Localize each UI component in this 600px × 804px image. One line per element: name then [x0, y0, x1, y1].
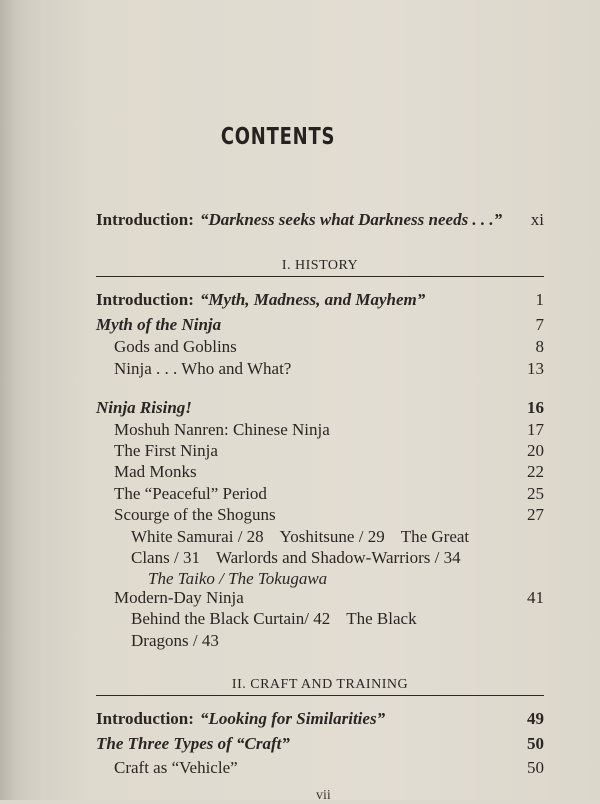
entry-title: The “Peaceful” Period — [114, 484, 267, 503]
book-gutter — [0, 0, 46, 800]
entry-page: 25 — [527, 484, 544, 503]
entry-page: 17 — [527, 420, 544, 439]
subentry: The Great — [400, 527, 470, 546]
entry-title: Scourge of the Shoguns — [114, 505, 276, 524]
entry-title: Ninja . . . Who and What? — [114, 359, 292, 378]
toc-entry — [114, 357, 544, 381]
subentry: Clans / 31 — [131, 548, 200, 567]
section-rule — [96, 276, 544, 277]
entry-page: 50 — [527, 734, 544, 753]
toc-entry — [114, 335, 544, 359]
toc-subline — [131, 607, 544, 631]
toc-entry — [96, 288, 544, 312]
subentry: The Black — [346, 609, 417, 628]
section-heading: I. HISTORY — [281, 258, 359, 273]
entry-page: 8 — [535, 337, 544, 356]
toc-subline — [131, 629, 544, 653]
section-heading: II. CRAFT AND TRAINING — [231, 677, 409, 692]
entry-title: “Darkness seeks what Darkness needs . . .” — [199, 210, 503, 229]
entry-page: 7 — [535, 315, 544, 334]
entry-title: Moshuh Nanren: Chinese Ninja — [114, 420, 330, 439]
toc-entry — [114, 503, 544, 527]
entry-title: Gods and Goblins — [114, 337, 237, 356]
toc-entry — [96, 732, 544, 756]
entry-prefix: Introduction: — [96, 290, 194, 309]
entry-page: 13 — [527, 359, 544, 378]
entry-title: Myth of the Ninja — [96, 315, 222, 334]
entry-prefix: Introduction: — [96, 709, 194, 728]
subentry: Behind the Black Curtain/ 42 — [131, 609, 331, 628]
toc-entry — [96, 313, 544, 337]
entry-title: “Looking for Similarities” — [199, 709, 386, 728]
entry-page: 27 — [527, 505, 544, 524]
entry-page: 49 — [527, 709, 544, 728]
entry-page: 22 — [527, 462, 544, 481]
page-number: vii — [316, 788, 331, 803]
toc-entry — [96, 396, 544, 420]
entry-page: 50 — [527, 758, 544, 777]
entry-page: 16 — [527, 398, 544, 417]
toc-entry — [114, 460, 544, 484]
toc-entry — [114, 756, 544, 780]
entry-title: The Three Types of “Craft” — [96, 734, 290, 753]
subentry: White Samurai / 28 — [131, 527, 264, 546]
subentry: Yoshitsune / 29 — [279, 527, 385, 546]
entry-title: The First Ninja — [114, 441, 218, 460]
section-rule — [96, 695, 544, 696]
subentry: The Taiko / The Tokugawa — [148, 569, 328, 588]
toc-entry — [96, 707, 544, 731]
entry-prefix: Introduction: — [96, 210, 194, 229]
entry-page: 20 — [527, 441, 544, 460]
subentry: Dragons / 43 — [131, 631, 219, 650]
entry-title: “Myth, Madness, and Mayhem” — [199, 290, 426, 309]
entry-page: xi — [530, 210, 544, 229]
entry-title: Mad Monks — [114, 462, 197, 481]
page-title: CONTENTS — [220, 124, 336, 150]
entry-title: Ninja Rising! — [96, 398, 192, 417]
subentry: Warlords and Shadow-Warriors / 34 — [215, 548, 461, 567]
entry-page: 41 — [527, 588, 544, 607]
entry-title: Modern-Day Ninja — [114, 588, 244, 607]
toc-entry — [96, 208, 544, 232]
entry-page: 1 — [535, 290, 544, 309]
entry-title: Craft as “Vehicle” — [114, 758, 238, 777]
